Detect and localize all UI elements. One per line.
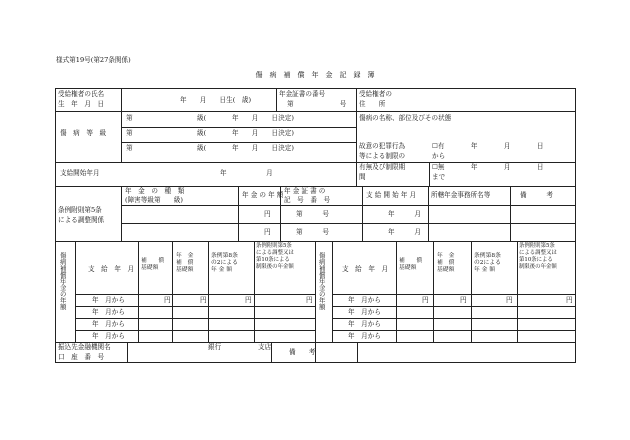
annual-row[interactable]: 年 月から [92, 308, 125, 316]
annual-art8-header: 条例第8条 の2による 年 金 額 [211, 253, 238, 274]
pension-amount-header: 年 金 の 年 額 [242, 191, 284, 199]
payment-start-label: 支給開始年月 [60, 169, 100, 177]
annual-adjusted-header: 条例附則第5条 による調整又は 第10条による 制限後の年金額 [256, 243, 294, 271]
annual-row[interactable]: 年 月から [92, 332, 125, 340]
annual-row[interactable]: 年 月から [348, 320, 381, 328]
pension-start-header: 支 給 開 始 年 月 [366, 191, 417, 199]
annual-base-annual-header: 年 金 補 償 基礎額 [176, 253, 194, 274]
form-title: 傷 病 補 償 年 金 記 録 簿 [255, 71, 375, 79]
annual-row[interactable]: 年 月から [348, 332, 381, 340]
birth-date-field[interactable]: 年 月 日生( 歳) [180, 96, 252, 104]
injury-grade-label: 傷 病 等 級 [60, 129, 107, 137]
bank-remarks-label: 備 考 [289, 348, 316, 356]
annual-row[interactable]: 年 月から [348, 308, 381, 316]
pension-remarks-header: 備 考 [520, 191, 553, 199]
annual-base-header: 補 償 基礎額 [141, 258, 165, 272]
annual-row[interactable]: 年 月から [92, 320, 125, 328]
payment-start-field[interactable]: 年 月 [220, 169, 273, 177]
annual-month-header: 支 給 年 月 [342, 265, 389, 273]
annual-base-annual-header: 年 金 補 償 基礎額 [437, 253, 455, 274]
annual-side-label-left: 傷病補償年金の年額 [58, 252, 67, 310]
annual-adjusted-header: 条例附則第5条 による調整又は 第10条による 制限後の年金額 [519, 243, 557, 271]
form-number: 様式第19号(第27条関係) [56, 56, 131, 64]
pension-office-header: 所轄年金事務所名等 [431, 191, 491, 199]
annual-month-header: 支 給 年 月 [88, 265, 135, 273]
annual-base-header: 補 償 基礎額 [399, 258, 423, 272]
annual-art8-header: 条例第8条 の2による 年 金 額 [474, 253, 501, 274]
annual-side-label-right: 傷病補償年金の年額 [317, 252, 326, 310]
injury-description-field[interactable]: 傷病の名称、部位及びその状態 [359, 114, 452, 122]
